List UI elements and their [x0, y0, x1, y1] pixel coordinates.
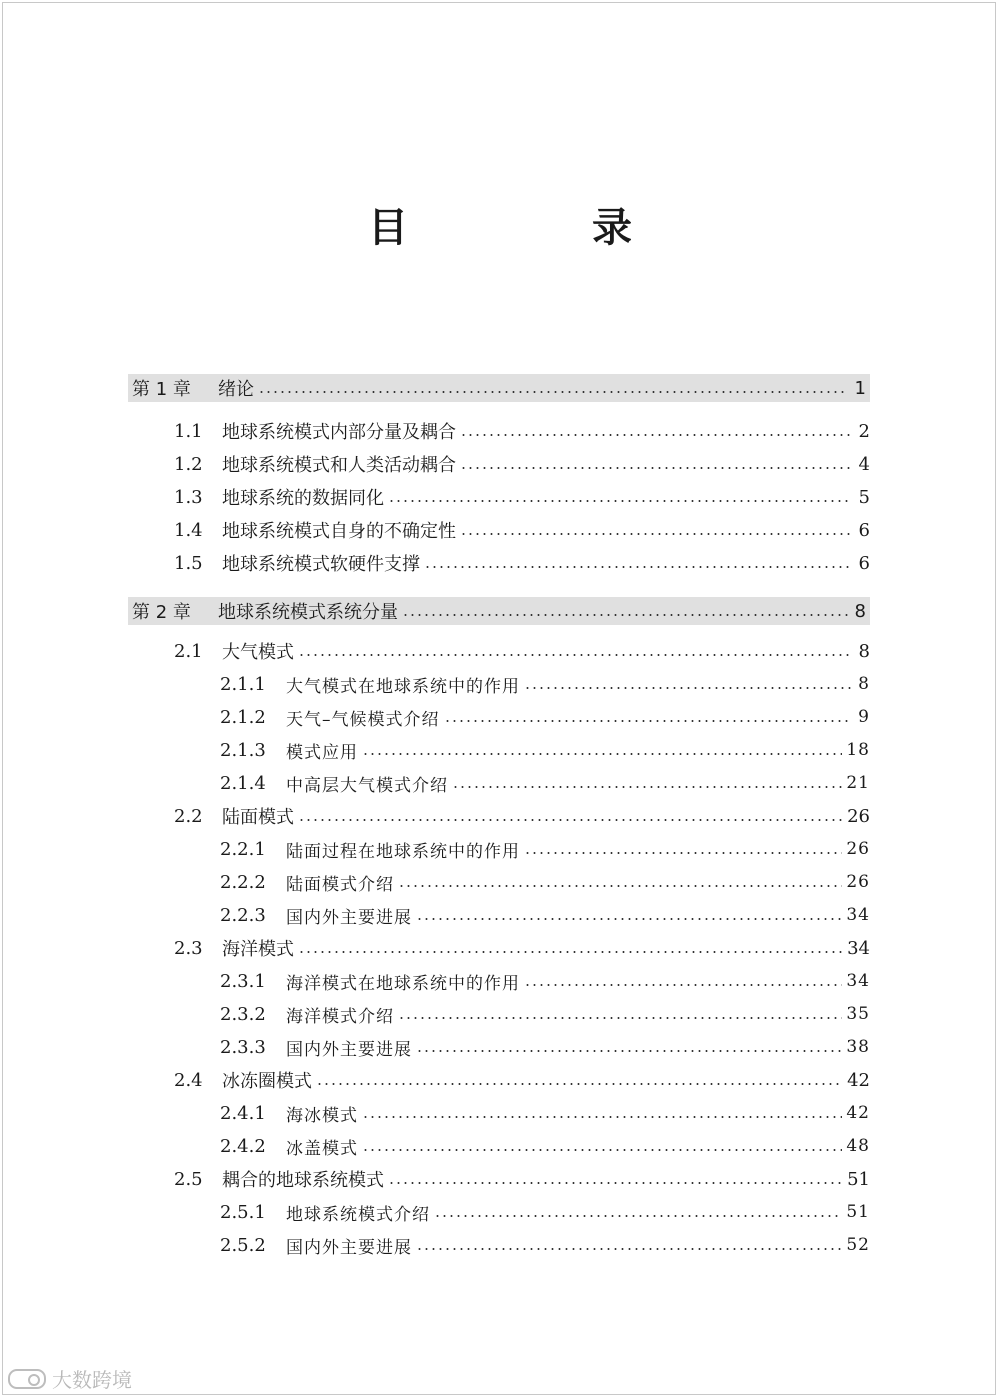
toc-subsection-title: 海洋模式介绍: [286, 1006, 394, 1027]
toc-section-number: 2.1: [174, 640, 203, 662]
toc-section-number: 1.5: [174, 552, 203, 574]
toc-subsection[interactable]: [220, 1197, 870, 1227]
toc-section-page: 26: [847, 805, 870, 827]
dot-leader: [388, 1182, 843, 1184]
dot-leader: [258, 391, 848, 393]
dot-leader: [460, 533, 852, 535]
dot-leader: [444, 720, 853, 722]
toc-subsection-number: 2.5.1: [220, 1201, 266, 1223]
dot-leader: [524, 984, 842, 986]
toc-section-number: 1.4: [174, 519, 203, 541]
toc-subsection-title: 海冰模式: [286, 1105, 358, 1126]
toc-section[interactable]: [174, 482, 870, 512]
toc-section-page: 34: [847, 937, 870, 959]
toc-chapter-number: 第 1 章: [132, 379, 191, 400]
toc-subsection[interactable]: [220, 966, 870, 996]
dot-leader: [362, 753, 842, 755]
toc-section[interactable]: [174, 636, 870, 666]
toc-subsection[interactable]: [220, 768, 870, 798]
toc-section-page: 6: [858, 519, 870, 541]
dot-leader: [524, 687, 852, 689]
dot-leader: [362, 1149, 842, 1151]
toc-subsection-title: 国内外主要进展: [286, 907, 412, 928]
toc-subsection[interactable]: [220, 834, 870, 864]
toc-subsection-page: 8: [858, 674, 870, 694]
toc-subsection-title: 冰盖模式: [286, 1138, 358, 1159]
toc-chapter-page: 8: [854, 600, 866, 622]
toc-section-title: 陆面模式: [222, 807, 294, 828]
dot-leader: [298, 951, 843, 953]
toc-subsection-number: 2.2.3: [220, 904, 266, 926]
toc-section-page: 6: [858, 552, 870, 574]
toc-section-number: 2.2: [174, 805, 203, 827]
toc-chapter-page: 1: [854, 377, 866, 399]
toc-subsection-page: 38: [846, 1037, 870, 1057]
toc-section-page: 2: [858, 420, 870, 442]
toc-section-page: 8: [858, 640, 870, 662]
dot-leader: [434, 1215, 842, 1217]
toc-subsection-number: 2.3.3: [220, 1036, 266, 1058]
toc-section-page: 5: [858, 486, 870, 508]
dot-leader: [316, 1083, 843, 1085]
dot-leader: [460, 467, 852, 469]
dot-leader: [402, 614, 848, 616]
toc-section-number: 2.4: [174, 1069, 203, 1091]
toc-section-number: 2.5: [174, 1168, 203, 1190]
toc-chapter-number: 第 2 章: [132, 602, 191, 623]
toc-subsection[interactable]: [220, 702, 870, 732]
toc-chapter-title: 地球系统模式系统分量: [218, 602, 398, 623]
toc-subsection-page: 42: [846, 1103, 870, 1123]
dot-leader: [416, 1050, 842, 1052]
toc-subsection-number: 2.1.3: [220, 739, 266, 761]
toc-section-title: 地球系统模式软硬件支撑: [222, 554, 420, 575]
toc-subsection-title: 大气模式在地球系统中的作用: [286, 676, 520, 697]
toc-subsection[interactable]: [220, 900, 870, 930]
dot-leader: [398, 1017, 842, 1019]
toc-subsection-title: 陆面过程在地球系统中的作用: [286, 841, 520, 862]
toc-section-title: 地球系统的数据同化: [222, 488, 384, 509]
toc-subsection-title: 模式应用: [286, 742, 358, 763]
dot-leader: [416, 918, 842, 920]
toc-section[interactable]: [174, 416, 870, 446]
toc-section[interactable]: [174, 548, 870, 578]
toc-subsection[interactable]: [220, 1230, 870, 1260]
dot-leader: [298, 654, 852, 656]
dot-leader: [416, 1248, 842, 1250]
toc-subsection-page: 9: [858, 707, 870, 727]
toc-section-number: 1.2: [174, 453, 203, 475]
toc-section[interactable]: [174, 1065, 870, 1095]
toc-chapter[interactable]: [128, 597, 870, 625]
dot-leader: [524, 852, 842, 854]
dot-leader: [298, 819, 843, 821]
toc-section-title: 地球系统模式和人类活动耦合: [222, 455, 456, 476]
toc-subsection-number: 2.5.2: [220, 1234, 266, 1256]
toc-subsection[interactable]: [220, 999, 870, 1029]
dot-leader: [452, 786, 842, 788]
toc-subsection-page: 34: [846, 971, 870, 991]
toc-section-title: 地球系统模式内部分量及耦合: [222, 422, 456, 443]
toc-section-number: 1.1: [174, 420, 203, 442]
toc-section-number: 2.3: [174, 937, 203, 959]
toc-subsection-page: 26: [846, 839, 870, 859]
toc-subsection-title: 陆面模式介绍: [286, 874, 394, 895]
toc-subsection-number: 2.3.1: [220, 970, 266, 992]
toc-subsection-page: 52: [846, 1235, 870, 1255]
watermark-text: 大数跨境: [52, 1368, 132, 1392]
toc-section-title: 大气模式: [222, 642, 294, 663]
dot-leader: [460, 434, 852, 436]
toc-section-title: 耦合的地球系统模式: [222, 1170, 384, 1191]
toc-subsection-title: 天气–气候模式介绍: [286, 709, 440, 730]
page-title: 目 录: [368, 205, 704, 251]
dot-leader: [388, 500, 852, 502]
toc-section[interactable]: [174, 801, 870, 831]
toc-section-page: 4: [858, 453, 870, 475]
toc-subsection-number: 2.1.2: [220, 706, 266, 728]
toc-section[interactable]: [174, 515, 870, 545]
toc-section-title: 地球系统模式自身的不确定性: [222, 521, 456, 542]
toc-subsection-number: 2.1.4: [220, 772, 266, 794]
toc-section-number: 1.3: [174, 486, 203, 508]
toc-section-page: 51: [847, 1168, 870, 1190]
dot-leader: [424, 566, 852, 568]
toc-section[interactable]: [174, 449, 870, 479]
toc-subsection-title: 中高层大气模式介绍: [286, 775, 448, 796]
toc-subsection[interactable]: [220, 1032, 870, 1062]
watermark: [8, 1364, 132, 1393]
toc-section-title: 海洋模式: [222, 939, 294, 960]
toc-section[interactable]: [174, 933, 870, 963]
toc-subsection-number: 2.1.1: [220, 673, 266, 695]
toc-section[interactable]: [174, 1164, 870, 1194]
toc-subsection-title: 地球系统模式介绍: [286, 1204, 430, 1225]
toc-chapter-title: 绪论: [218, 379, 254, 400]
toc-subsection[interactable]: [220, 1098, 870, 1128]
toc-subsection[interactable]: [220, 867, 870, 897]
toc-section-title: 冰冻圈模式: [222, 1071, 312, 1092]
toc-subsection-page: 48: [846, 1136, 870, 1156]
toc-subsection[interactable]: [220, 1131, 870, 1161]
dot-leader: [362, 1116, 842, 1118]
toc-subsection-number: 2.4.2: [220, 1135, 266, 1157]
watermark-logo-icon: [8, 1369, 46, 1389]
toc-subsection-page: 35: [846, 1004, 870, 1024]
toc-subsection-title: 海洋模式在地球系统中的作用: [286, 973, 520, 994]
toc-section-page: 42: [847, 1069, 870, 1091]
toc-subsection-title: 国内外主要进展: [286, 1039, 412, 1060]
dot-leader: [398, 885, 842, 887]
toc-subsection[interactable]: [220, 669, 870, 699]
toc-subsection-page: 51: [846, 1202, 870, 1222]
toc-subsection-number: 2.3.2: [220, 1003, 266, 1025]
toc-subsection-number: 2.2.1: [220, 838, 266, 860]
toc-subsection-page: 34: [846, 905, 870, 925]
toc-subsection-title: 国内外主要进展: [286, 1237, 412, 1258]
toc-subsection-page: 26: [846, 872, 870, 892]
toc-subsection-page: 18: [846, 740, 870, 760]
toc-subsection-number: 2.4.1: [220, 1102, 266, 1124]
toc-chapter[interactable]: [128, 374, 870, 402]
toc-subsection[interactable]: [220, 735, 870, 765]
toc-subsection-number: 2.2.2: [220, 871, 266, 893]
toc-subsection-page: 21: [846, 773, 870, 793]
